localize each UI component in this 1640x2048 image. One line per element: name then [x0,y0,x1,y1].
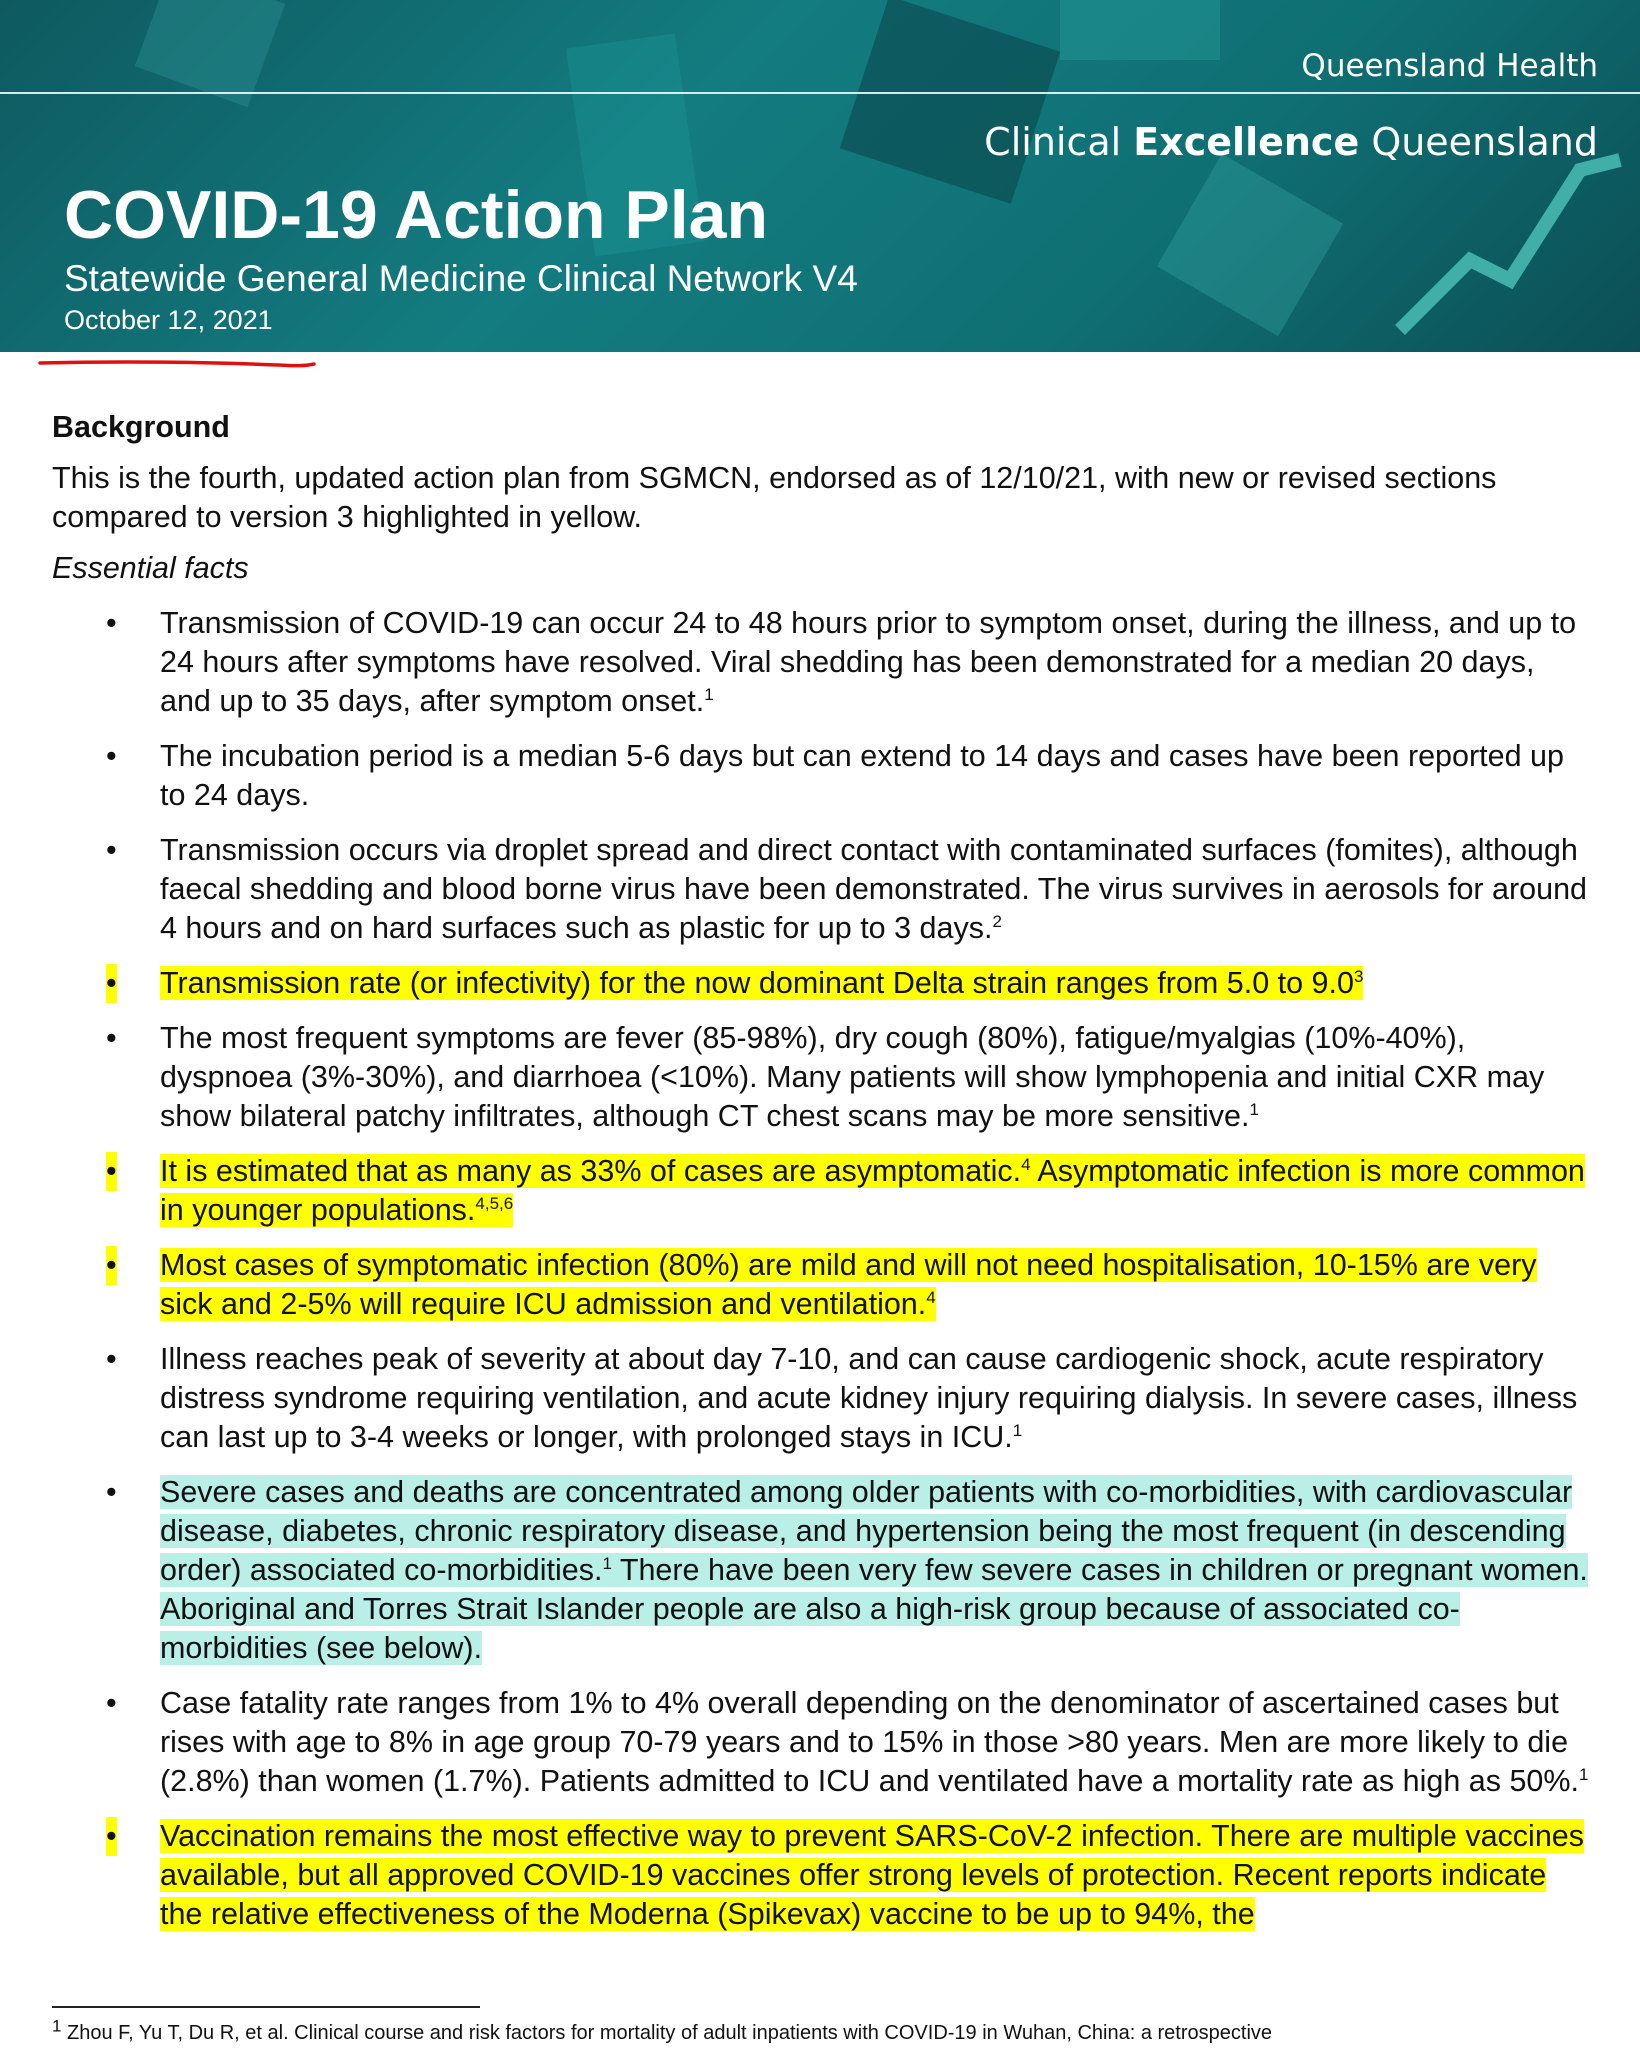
bullet-icon: • [106,1686,117,1720]
bullet-icon: • [106,1817,117,1856]
header-rule [0,92,1640,94]
bullet-icon: • [106,1152,117,1191]
header-banner [0,0,1640,352]
list-item: • Transmission of COVID-19 can occur 24 to 48 hours prior to symptom onset, during the illness, and up to 24 hours after symptoms have resolved. Viral shedding has been demonstrated for a median 20 days, and up to 35 days, after symptom onset.$^1$ [106,606,1577,718]
bullet-icon: • [106,1342,117,1376]
background-heading: Background [52,410,230,444]
bullet-icon: • [106,1246,117,1285]
bullet-icon: • [106,1475,117,1509]
list-item-highlighted: • Most cases of symptomatic infection (80%) are mild and will not need hospitalisation, 10-15% are very sick and 2-5% will require ICU admission and ventilation.$^4$ [106,1248,1537,1321]
bullet-icon: • [106,964,117,1003]
page-subtitle: Statewide General Medicine Clinical Network V4 [64,258,858,299]
list-item: • Case fatality rate ranges from 1% to 4% overall depending on the denominator of ascertained cases but rises with age to 8% in age group 70-79 years and to 15% in those >80 years. Men are more likely to die (2.8%) than women (1.7%). Patients admitted to ICU and ventilated have a mortality rate as high as 50%.$^1$ [106,1686,1589,1798]
publish-date: October 12, 2021 [64,305,273,335]
list-item-highlighted: • Vaccination remains the most effective way to prevent SARS-CoV-2 infection. There are multiple vaccines available, but all approved COVID-19 vaccines offer strong levels of protection. Recent reports indicate the relative effectiveness of the Moderna (Spikevax) vaccine to be up to 94%, the [106,1819,1585,1931]
background-paragraph: This is the fourth, updated action plan from SGMCN, endorsed as of 12/10/21, with new or revised sections compared to version 3 highlighted in yellow. [52,461,1497,534]
clinical-excellence-logo: Clinical Excellence Queensland [984,120,1598,164]
org-name: Queensland Health [1301,48,1598,84]
list-item: • Illness reaches peak of severity at about day 7-10, and can cause cardiogenic shock, acute respiratory distress syndrome requiring ventilation, and acute kidney injury requiring dialysis. In severe cases, illness can last up to 3-4 weeks or longer, with prolonged stays in ICU.$^1$ [106,1342,1578,1454]
document-body [52,408,1612,1950]
red-underline-annotation [38,356,318,372]
list-item-highlighted: • Transmission rate (or infectivity) for the now dominant Delta strain ranges from 5.0 to $9.0^3$ [52,964,1612,1003]
essential-facts-list [52,604,1612,1934]
list-item-cyan-highlight: • Severe cases and deaths are concentrated among older patients with co-morbidities, with cardiovascular disease, diabetes, chronic respiratory disease, and hypertension being the most frequent (in descending order) associated co-morbidities.$^1$ There have been very few severe cases in children or pregnant women. Aboriginal and Torres Strait Islander people are also a high-risk group because of associated co-morbidities (see below). [106,1475,1588,1665]
list-item: • The most frequent symptoms are fever (85-98%), dry cough (80%), fatigue/myalgias (10%-40%), dyspnoea (3%-30%), and diarrhoea (<10%). Many patients will show lymphopenia and initial CXR may show bilateral patchy infiltrates, although CT chest scans may be more sensitive.$^1$ [106,1021,1545,1133]
bullet-icon: • [106,739,117,773]
bullet-icon: • [106,1021,117,1055]
bullet-icon: • [106,606,117,640]
page-title: COVID-19 Action Plan [64,177,769,253]
list-item: • The incubation period is a median 5-6 days but can extend to 14 days and cases have been reported up to 24 days. [106,739,1564,812]
essential-facts-label: Essential facts [52,551,249,585]
footnote: $^1$ Zhou F, Yu T, Du R, et al. Clinical course and risk factors for mortality of adult inpatients with COVID-19 in Wuhan, China: a retrospective [52,2016,1273,2044]
bullet-icon: • [106,833,117,867]
list-item: • Transmission occurs via droplet spread and direct contact with contaminated surfaces (fomites), although faecal shedding and blood borne virus have been demonstrated. The virus survives in aerosols for around 4 hours and on hard surfaces such as plastic for up to 3 days.$^2$ [106,833,1588,945]
footnote-rule [52,2006,480,2008]
list-item-highlighted: • It is estimated that as many as 33% of cases are asymptomatic.$^4$ Asymptomatic infection is more common in younger populations.$^{4,5,6}$ [106,1154,1585,1227]
